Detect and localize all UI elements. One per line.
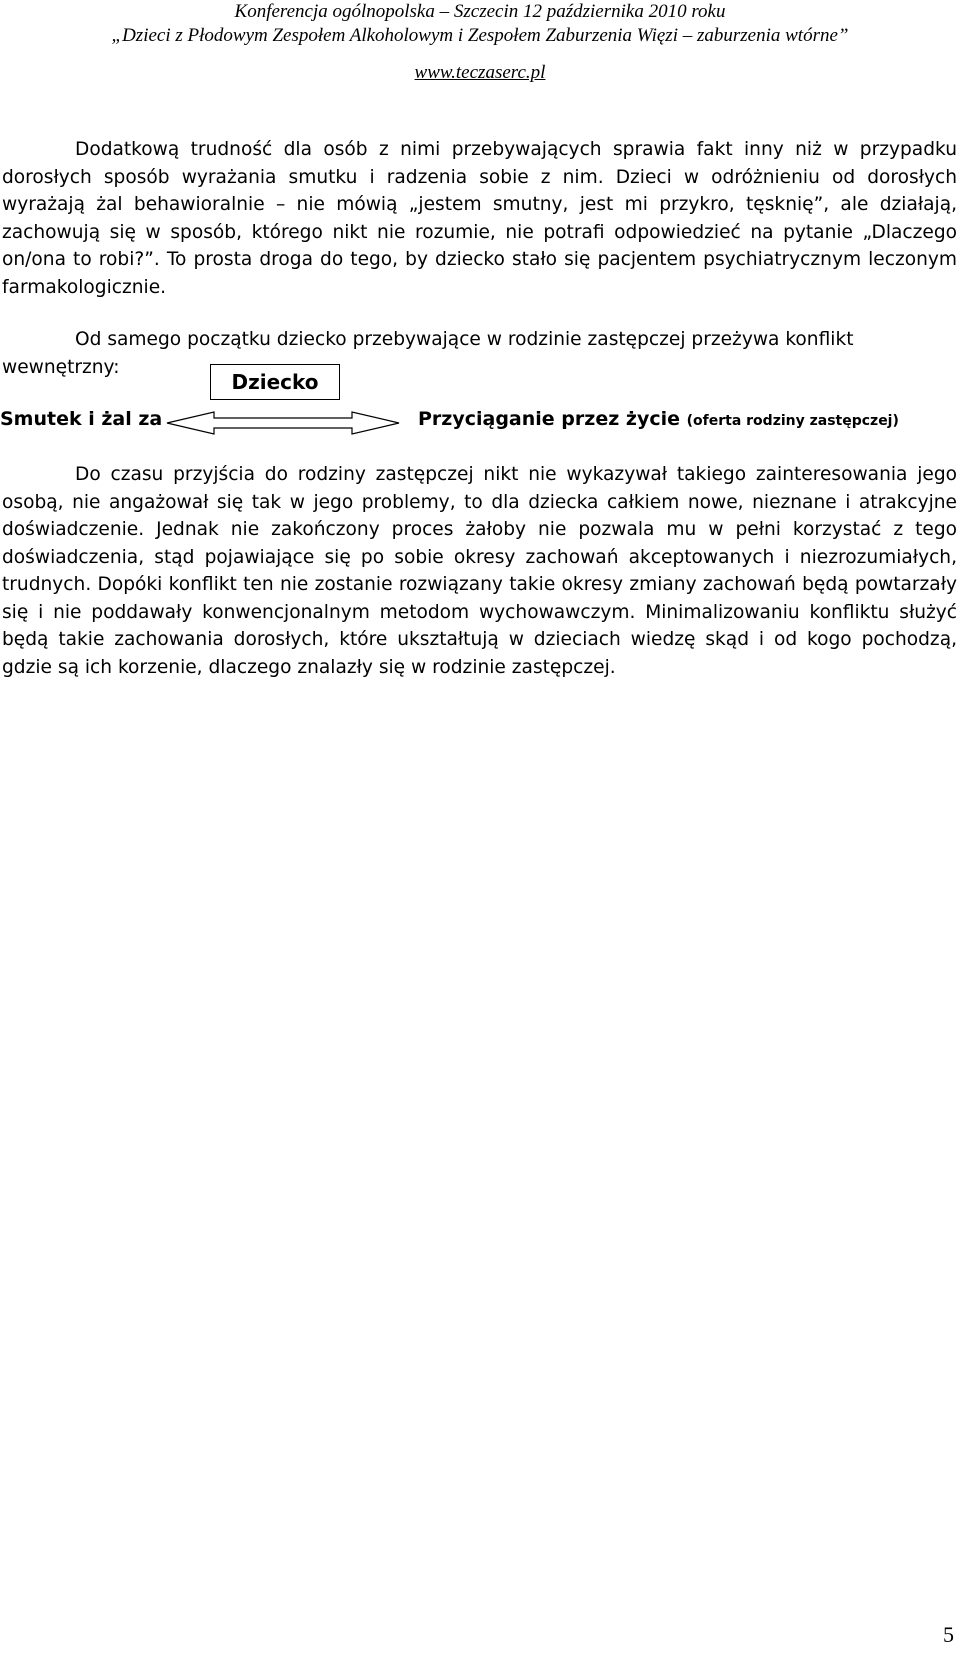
- paragraph-2: Od samego początku dziecko przebywające w rodzinie zastępczej przeżywa konflikt wewnętrzny:: [2, 329, 854, 378]
- paragraph-1: Dodatkową trudność dla osób z nimi przebywających sprawia fakt inny niż w przypadku dorosłych sposób wyrażania smutku i radzenia sobie z nim. Dzieci w odróżnieniu od dorosłych wyrażają żal behawioralnie – nie mówią „jestem smutny, jest mi przykro, tęsknię”, ale działają, zachowują się w sposób, którego nikt nie rozumie, nie potrafi odpowiedzieć na pytanie „Dlaczego on/ona to robi?”. To prosta droga do tego, by dziecko stało się pacjentem psychiatrycznym leczonym farmakologicznie.: [2, 139, 957, 298]
- diagram-right-main: Przyciąganie przez życie: [418, 408, 680, 430]
- diagram-right-label: [418, 405, 899, 435]
- paragraph-3: Do czasu przyjścia do rodziny zastępczej nikt nie wykazywał takiego zainteresowania jego osobą, nie angażował się tak w jego problemy, to dla dziecka całkiem nowe, nieznane i atrakcyjne doświadczenie. Jednak nie zakończony proces żałoby nie pozwala mu w pełni korzystać z tego doświadczenia, stąd pojawiające się po sobie okresy zachowań akceptowanych i niezrozumiałych, trudnych. Dopóki konflikt ten nie zostanie rozwiązany takie okresy zmiany zachowań będą powtarzały się i nie poddawały konwencjonalnym metodom wychowawczym. Minimalizowaniu konfliktu służyć będą takie zachowania dorosłych, które ukształtują w dzieciach wiedzę skąd i od kogo pochodzą, gdzie są ich korzenie, dlaczego znalazły się w rodzinie zastępczej.: [2, 464, 957, 678]
- page-number: 5: [943, 1622, 954, 1647]
- website-link[interactable]: www.teczaserc.pl: [414, 62, 546, 83]
- conference-subtitle: „Dzieci z Płodowym Zespołem Alkoholowym i Zespołem Zaburzenia Więzi – zaburzenia wtórne”: [111, 25, 849, 46]
- diagram-child-box: Dziecko: [210, 364, 340, 400]
- conference-title: Konferencja ogólnopolska – Szczecin 12 października 2010 roku: [234, 1, 726, 22]
- diagram-left-label: Smutek i żal za: [0, 408, 163, 430]
- diagram-right-note: (oferta rodziny zastępczej): [686, 413, 899, 429]
- double-headed-arrow-icon: [166, 409, 400, 437]
